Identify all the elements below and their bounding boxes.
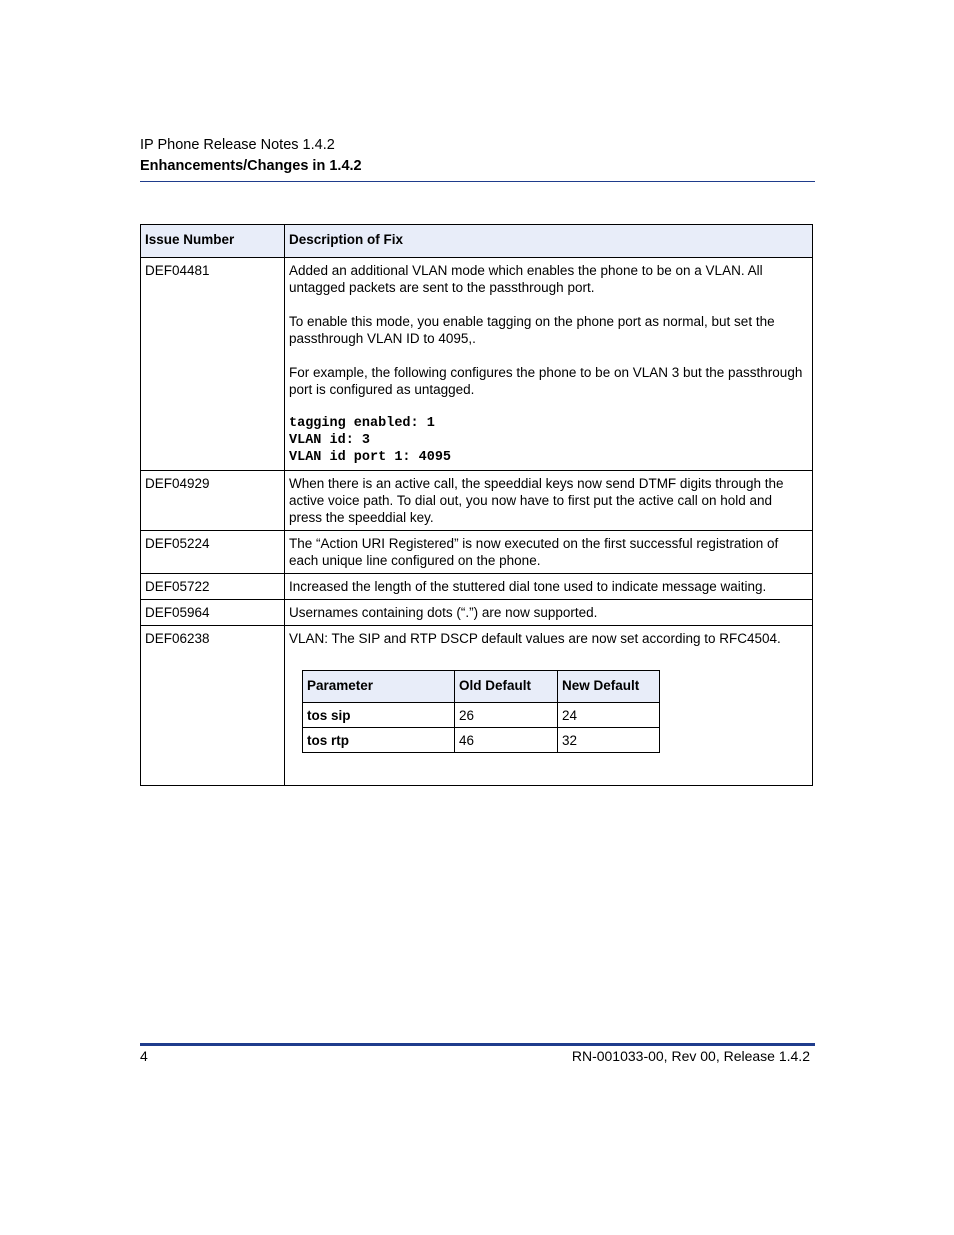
description-paragraph: For example, the following configures the phone to be on VLAN 3 but the passthrough port is configured as untagged. bbox=[289, 365, 803, 397]
page-header bbox=[140, 135, 815, 177]
dscp-defaults-table bbox=[302, 670, 660, 753]
table-row bbox=[141, 626, 813, 786]
fix-description bbox=[285, 600, 813, 626]
description-paragraph: Usernames containing dots (“.”) are now supported. bbox=[289, 605, 598, 620]
old-default-header: Old Default bbox=[455, 671, 558, 703]
parameter-header: Parameter bbox=[303, 671, 455, 703]
description-paragraph: Added an additional VLAN mode which enables the phone to be on a VLAN. All untagged packets are sent to the passthrough port. bbox=[289, 263, 763, 295]
subtable-row bbox=[303, 703, 660, 728]
description-paragraph: The “Action URI Registered” is now executed on the first successful registration of each unique line configured on the phone. bbox=[289, 536, 779, 568]
issue-number: DEF05224 bbox=[141, 531, 285, 574]
fixes-table bbox=[140, 224, 813, 786]
document-title: IP Phone Release Notes 1.4.2 bbox=[140, 137, 335, 153]
issue-number: DEF05964 bbox=[141, 600, 285, 626]
table-row bbox=[141, 258, 813, 471]
issue-number: DEF06238 bbox=[141, 626, 285, 786]
fix-description bbox=[285, 258, 813, 471]
issue-number-header: Issue Number bbox=[141, 225, 285, 258]
table-row bbox=[141, 574, 813, 600]
subtable-row bbox=[303, 728, 660, 753]
header-divider bbox=[140, 181, 815, 182]
table-row bbox=[141, 471, 813, 531]
issue-number: DEF04929 bbox=[141, 471, 285, 531]
description-paragraph: To enable this mode, you enable tagging on the phone port as normal, but set the passthrough VLAN ID to 4095,. bbox=[289, 314, 775, 346]
code-line: VLAN id port 1: 4095 bbox=[289, 450, 452, 465]
document-reference: RN-001033-00, Rev 00, Release 1.4.2 bbox=[571, 1048, 810, 1064]
page-number: 4 bbox=[140, 1048, 148, 1064]
fix-description bbox=[285, 574, 813, 600]
fix-description bbox=[285, 471, 813, 531]
config-code-block bbox=[289, 415, 808, 466]
code-line: VLAN id: 3 bbox=[289, 433, 371, 448]
old-default-value: 26 bbox=[455, 703, 558, 728]
new-default-value: 24 bbox=[558, 703, 660, 728]
section-title: Enhancements/Changes in 1.4.2 bbox=[140, 158, 362, 174]
code-line: tagging enabled: 1 bbox=[289, 416, 435, 431]
description-paragraph: VLAN: The SIP and RTP DSCP default values are now set according to RFC4504. bbox=[289, 631, 781, 646]
old-default-value: 46 bbox=[455, 728, 558, 753]
new-default-header: New Default bbox=[558, 671, 660, 703]
table-row bbox=[141, 600, 813, 626]
issue-number: DEF04481 bbox=[141, 258, 285, 471]
new-default-value: 32 bbox=[558, 728, 660, 753]
fix-description bbox=[285, 626, 813, 786]
parameter-name: tos rtp bbox=[303, 728, 455, 753]
footer-divider bbox=[140, 1043, 815, 1046]
table-row bbox=[141, 531, 813, 574]
subtable-header-row bbox=[303, 671, 660, 703]
table-header-row bbox=[141, 225, 813, 258]
description-paragraph: When there is an active call, the speeddial keys now send DTMF digits through the active voice path. To dial out, you now have to first put the active call on hold and press the speeddial key. bbox=[289, 476, 784, 525]
fix-description bbox=[285, 531, 813, 574]
issue-number: DEF05722 bbox=[141, 574, 285, 600]
description-paragraph: Increased the length of the stuttered dial tone used to indicate message waiting. bbox=[289, 579, 767, 594]
description-header: Description of Fix bbox=[285, 225, 813, 258]
parameter-name: tos sip bbox=[303, 703, 455, 728]
